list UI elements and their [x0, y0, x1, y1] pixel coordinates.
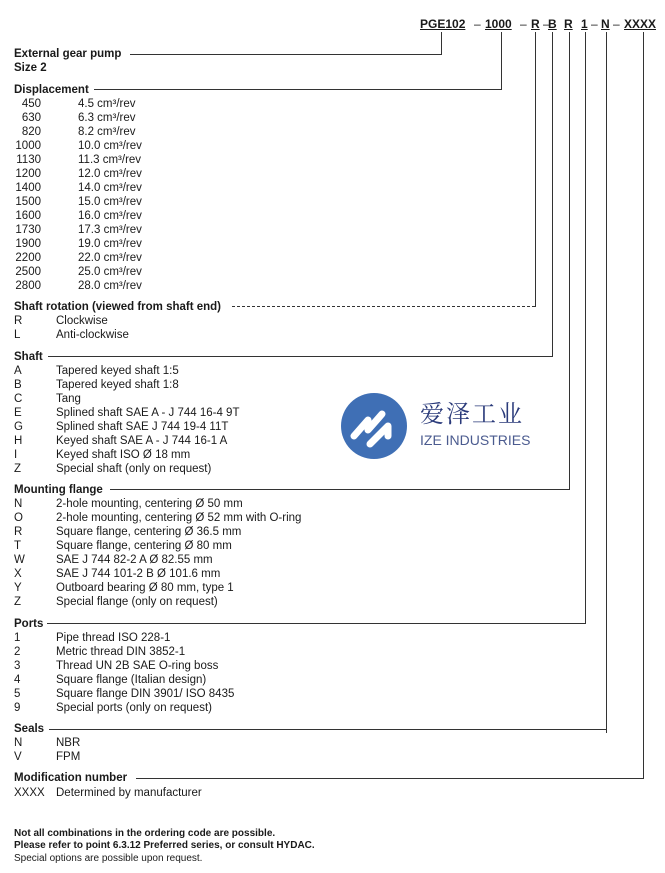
displacement-code: 1000	[15, 140, 41, 152]
rotation-description: Anti-clockwise	[56, 329, 129, 341]
flange-description: Square flange, centering Ø 36.5 mm	[56, 526, 242, 538]
displacement-description: 22.0 cm³/rev	[78, 252, 142, 264]
flange-description: Outboard bearing Ø 80 mm, type 1	[56, 582, 234, 594]
ports-code: 5	[14, 688, 21, 700]
shaft-description: Tapered keyed shaft 1:5	[56, 365, 179, 377]
flange-code: W	[14, 554, 25, 566]
rotation-code: R	[14, 315, 23, 327]
code-dash: –	[613, 17, 620, 31]
displacement-code: 1130	[16, 154, 41, 166]
displacement-code: 820	[21, 126, 41, 138]
displacement-description: 6.3 cm³/rev	[78, 112, 136, 124]
displacement-code: 1900	[15, 238, 41, 250]
seals-code: V	[14, 751, 22, 763]
displacement-code: 2500	[15, 266, 41, 278]
displacement-description: 8.2 cm³/rev	[78, 126, 136, 138]
shaft-code: I	[14, 449, 18, 461]
shaft-code: E	[14, 407, 22, 419]
ports-description: Pipe thread ISO 228-1	[56, 632, 171, 644]
displacement-description: 28.0 cm³/rev	[78, 280, 142, 292]
code-modification: XXXX	[624, 17, 657, 31]
ports-code: 9	[14, 702, 21, 714]
shaft-heading: Shaft	[14, 351, 43, 363]
shaft-code: C	[14, 393, 23, 405]
code-dash: –	[474, 17, 481, 31]
flange-code: R	[14, 526, 23, 538]
modification-code: XXXX	[14, 787, 45, 799]
ize-logo-icon	[338, 390, 410, 462]
displacement-code: 1730	[15, 224, 41, 236]
seals-description: FPM	[56, 751, 81, 763]
displacement-description: 14.0 cm³/rev	[78, 182, 142, 194]
displacement-code: 2200	[15, 252, 41, 264]
ports-description: Thread UN 2B SAE O-ring boss	[56, 660, 219, 672]
shaft-description: Tapered keyed shaft 1:8	[56, 379, 179, 391]
ports-heading: Ports	[14, 618, 44, 630]
shaft-description: Splined shaft SAE J 744 19-4 11T	[56, 421, 229, 433]
flange-heading: Mounting flange	[14, 484, 103, 496]
flange-code: Z	[14, 596, 22, 608]
displacement-code: 450	[21, 98, 41, 110]
rotation-description: Clockwise	[56, 315, 108, 327]
shaft-code: Z	[14, 463, 22, 475]
seals-heading: Seals	[14, 723, 45, 735]
ports-code: 1	[14, 632, 21, 644]
shaft-description: Special shaft (only on request)	[56, 463, 212, 475]
displacement-heading: Displacement	[14, 84, 89, 96]
code-dash: –	[591, 17, 598, 31]
code-dash: –	[520, 17, 527, 31]
ports-description: Metric thread DIN 3852-1	[56, 646, 186, 658]
ports-description: Square flange DIN 3901/ ISO 8435	[56, 688, 235, 700]
code-flange: R	[564, 17, 573, 31]
displacement-description: 4.5 cm³/rev	[78, 98, 136, 110]
rotation-heading: Shaft rotation (viewed from shaft end)	[14, 301, 222, 313]
flange-description: SAE J 744 82-2 A Ø 82.55 mm	[56, 554, 213, 566]
displacement-code: 1200	[15, 168, 41, 180]
displacement-description: 25.0 cm³/rev	[78, 266, 142, 278]
flange-description: Special flange (only on request)	[56, 596, 218, 608]
flange-code: T	[14, 540, 22, 552]
flange-description: SAE J 744 101-2 B Ø 101.6 mm	[56, 568, 221, 580]
modification-heading: Modification number	[14, 772, 128, 784]
watermark-cn: 爱泽工业	[420, 400, 524, 428]
displacement-code: 1500	[15, 196, 41, 208]
watermark-logo	[338, 390, 548, 462]
code-seals: N	[601, 17, 610, 31]
note-line-2: Please refer to point 6.3.12 Preferred series, or consult HYDAC.	[14, 840, 315, 851]
flange-code: X	[14, 568, 22, 580]
displacement-code: 1600	[15, 210, 41, 222]
displacement-description: 15.0 cm³/rev	[78, 196, 142, 208]
flange-code: O	[14, 512, 23, 524]
flange-description: Square flange, centering Ø 80 mm	[56, 540, 232, 552]
ports-code: 4	[14, 674, 21, 686]
code-ports: 1	[581, 17, 588, 31]
rotation-code: L	[14, 329, 21, 341]
shaft-code: B	[14, 379, 22, 391]
ports-code: 3	[14, 660, 21, 672]
code-dash: –	[543, 17, 550, 31]
shaft-description: Keyed shaft ISO Ø 18 mm	[56, 449, 191, 461]
flange-code: N	[14, 498, 23, 510]
code-shaft: B	[548, 17, 557, 31]
displacement-description: 17.3 cm³/rev	[78, 224, 142, 236]
shaft-description: Tang	[56, 393, 81, 405]
code-displacement: 1000	[485, 17, 512, 31]
pump-title: External gear pump	[14, 48, 122, 60]
ports-description: Square flange (Italian design)	[56, 674, 207, 686]
seals-code: N	[14, 737, 23, 749]
note-line-1: Not all combinations in the ordering code are possible.	[14, 828, 276, 839]
seals-description: NBR	[56, 737, 81, 749]
displacement-description: 16.0 cm³/rev	[78, 210, 142, 222]
displacement-code: 2800	[15, 280, 41, 292]
ports-code: 2	[14, 646, 21, 658]
displacement-description: 11.3 cm³/rev	[78, 154, 142, 166]
flange-description: 2-hole mounting, centering Ø 52 mm with O-ring	[56, 512, 302, 524]
ports-description: Special ports (only on request)	[56, 702, 212, 714]
watermark-en: IZE INDUSTRIES	[420, 432, 531, 448]
displacement-code: 630	[21, 112, 41, 124]
flange-code: Y	[14, 582, 22, 594]
shaft-code: G	[14, 421, 23, 433]
displacement-description: 10.0 cm³/rev	[78, 140, 142, 152]
shaft-description: Splined shaft SAE A - J 744 16-4 9T	[56, 407, 240, 419]
pump-size: Size 2	[14, 62, 47, 74]
note-line-3: Special options are possible upon request.	[14, 853, 203, 864]
code-rotation: R	[531, 17, 540, 31]
code-model: PGE102	[420, 17, 466, 31]
displacement-description: 12.0 cm³/rev	[78, 168, 142, 180]
displacement-code: 1400	[15, 182, 41, 194]
shaft-code: A	[14, 365, 22, 377]
flange-description: 2-hole mounting, centering Ø 50 mm	[56, 498, 243, 510]
shaft-code: H	[14, 435, 23, 447]
modification-description: Determined by manufacturer	[56, 787, 202, 799]
displacement-description: 19.0 cm³/rev	[78, 238, 142, 250]
shaft-description: Keyed shaft SAE A - J 744 16-1 A	[56, 435, 228, 447]
